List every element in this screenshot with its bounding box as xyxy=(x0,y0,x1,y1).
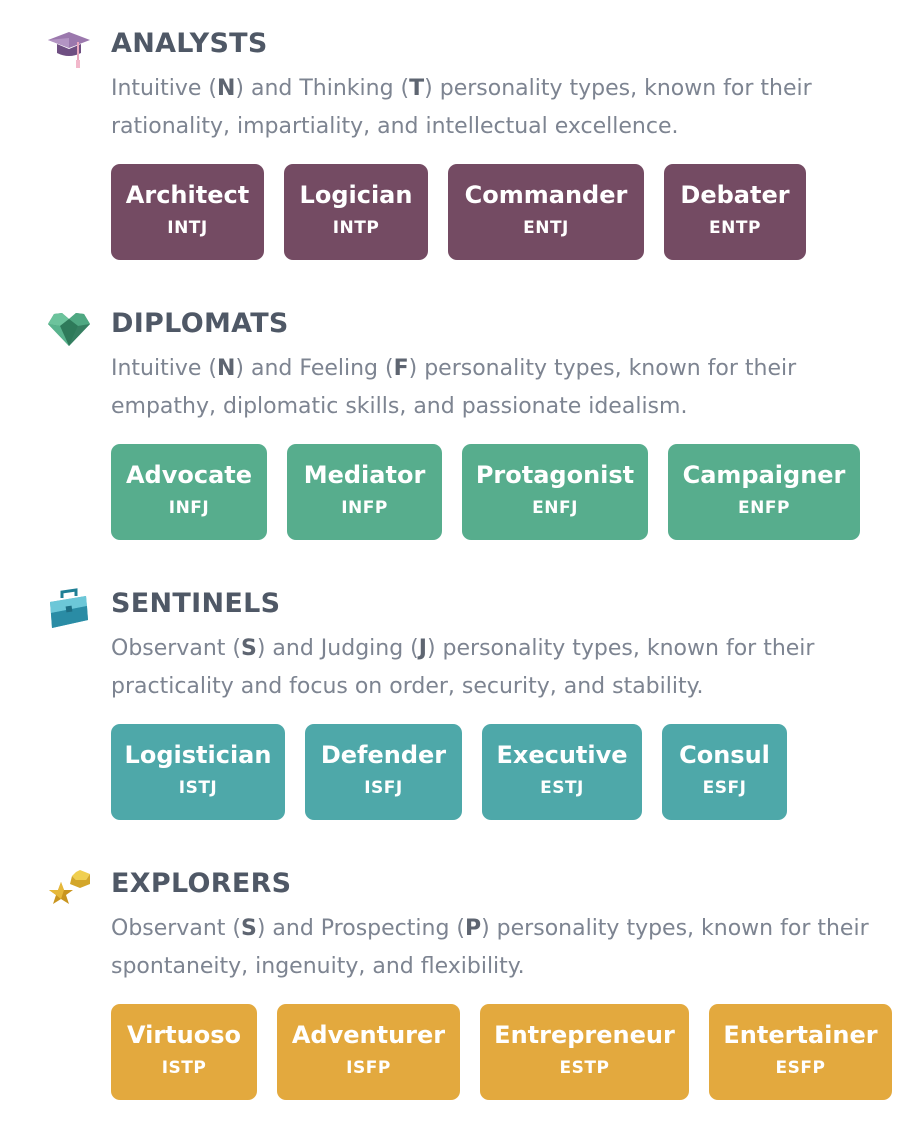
group-title: SENTINELS xyxy=(111,588,281,619)
group-description: Observant (S) and Judging (J) personality types, known for their practicality and focus on order, security, and stability. xyxy=(111,636,815,699)
type-name: Entrepreneur xyxy=(494,1021,675,1049)
type-code: ISTJ xyxy=(178,778,218,798)
type-name: Consul xyxy=(679,741,770,769)
type-button-virtuoso[interactable] xyxy=(111,1004,257,1100)
briefcase-icon xyxy=(46,586,92,632)
type-name: Executive xyxy=(496,741,628,769)
type-button-executive[interactable] xyxy=(482,724,642,820)
type-name: Mediator xyxy=(303,461,426,489)
group-description: Intuitive (N) and Thinking (T) personality types, known for their rationality, impartiality, and intellectual excellence. xyxy=(111,76,812,139)
stars-icon xyxy=(46,866,92,912)
type-button-mediator[interactable] xyxy=(287,444,442,540)
type-code: ISFJ xyxy=(364,778,403,798)
type-code: ISFP xyxy=(346,1058,391,1078)
graduation-cap-icon xyxy=(46,26,92,72)
type-button-logician[interactable] xyxy=(284,164,428,260)
type-code: ESFP xyxy=(775,1058,826,1078)
type-button-entrepreneur[interactable] xyxy=(480,1004,689,1100)
type-button-adventurer[interactable] xyxy=(277,1004,460,1100)
type-name: Advocate xyxy=(125,461,253,489)
type-code: INFJ xyxy=(168,498,210,518)
group-title: EXPLORERS xyxy=(111,868,292,899)
type-button-architect[interactable] xyxy=(111,164,264,260)
type-name: Debater xyxy=(680,181,790,209)
type-button-logistician[interactable] xyxy=(111,724,285,820)
type-list xyxy=(111,1004,912,1100)
type-button-commander[interactable] xyxy=(448,164,644,260)
group-title: ANALYSTS xyxy=(111,28,268,59)
type-name: Logistician xyxy=(124,741,272,769)
type-name: Campaigner xyxy=(682,461,846,489)
type-name: Commander xyxy=(464,181,628,209)
type-code: ESTJ xyxy=(540,778,584,798)
type-code: ENTJ xyxy=(523,218,569,238)
type-code: ESFJ xyxy=(702,778,747,798)
type-button-advocate[interactable] xyxy=(111,444,267,540)
type-code: INTP xyxy=(332,218,380,238)
type-name: Defender xyxy=(320,741,447,769)
type-button-entertainer[interactable] xyxy=(709,1004,892,1100)
heart-gem-icon xyxy=(46,306,92,352)
group-description: Observant (S) and Prospecting (P) personality types, known for their spontaneity, ingenuity, and flexibility. xyxy=(111,916,869,979)
type-name: Architect xyxy=(125,181,250,209)
type-name: Adventurer xyxy=(291,1021,446,1049)
type-list xyxy=(111,164,826,260)
type-button-consul[interactable] xyxy=(662,724,787,820)
type-button-campaigner[interactable] xyxy=(668,444,860,540)
type-code: ENTP xyxy=(709,218,761,238)
type-code: ENFJ xyxy=(532,498,578,518)
type-button-debater[interactable] xyxy=(664,164,806,260)
type-list xyxy=(111,444,880,540)
type-name: Logician xyxy=(299,181,413,209)
type-button-defender[interactable] xyxy=(305,724,462,820)
type-name: Virtuoso xyxy=(126,1021,242,1049)
type-code: ESTP xyxy=(559,1058,610,1078)
group-title: DIPLOMATS xyxy=(111,308,289,339)
type-code: ENFP xyxy=(738,498,790,518)
type-list xyxy=(111,724,807,820)
type-name: Entertainer xyxy=(723,1021,878,1049)
type-code: ISTP xyxy=(161,1058,207,1078)
type-code: INTJ xyxy=(167,218,208,238)
type-name: Protagonist xyxy=(475,461,635,489)
group-description: Intuitive (N) and Feeling (F) personality types, known for their empathy, diplomatic skills, and passionate idealism. xyxy=(111,356,797,419)
type-button-protagonist[interactable] xyxy=(462,444,648,540)
type-code: INFP xyxy=(341,498,388,518)
